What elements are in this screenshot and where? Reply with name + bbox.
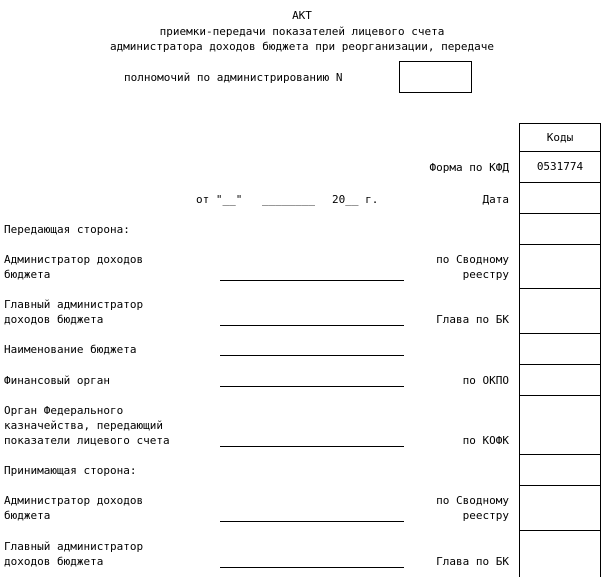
transferring-section-title: Передающая сторона:	[4, 223, 130, 236]
receiving-chief-label: Главный администратор	[4, 540, 144, 553]
receiving-chapter-bk-label: Глава по БК	[436, 555, 509, 568]
number-field[interactable]	[399, 61, 472, 93]
doc-title: АКТ	[292, 9, 312, 22]
receiving-admin-label-2: бюджета	[4, 509, 51, 522]
doc-title-line3: администратора доходов бюджета при реорганизации, передаче	[109, 40, 495, 53]
transferring-summary-label: по Сводному	[436, 253, 509, 266]
form-code-label: Форма по КФД	[429, 161, 509, 174]
date-label: Дата	[482, 193, 509, 206]
chapter-bk-cell[interactable]	[519, 288, 601, 333]
budget-name-cell[interactable]	[519, 333, 601, 364]
transferring-chapter-bk-label: Глава по БК	[436, 313, 509, 326]
transferring-admin-input[interactable]	[220, 280, 404, 281]
receiving-chief-label-2: доходов бюджета	[4, 555, 104, 568]
receiving-summary-label-2: реестру	[462, 509, 509, 522]
blank-cell-2	[519, 454, 601, 485]
receiving-admin-input[interactable]	[220, 521, 404, 522]
codes-header: Коды	[546, 131, 574, 144]
treasury-label-2: казначейства, передающий	[4, 419, 163, 432]
receiving-chief-input[interactable]	[220, 567, 404, 568]
kofk-cell[interactable]	[519, 395, 601, 454]
treasury-label-3: показатели лицевого счета	[4, 434, 170, 447]
treasury-input[interactable]	[220, 446, 404, 447]
blank-cell-1	[519, 213, 601, 244]
budget-name-input[interactable]	[220, 355, 404, 356]
budget-name-label: Наименование бюджета	[4, 343, 137, 356]
kofk-label: по КОФК	[462, 434, 509, 447]
doc-title-line4: полномочий по администрированию N	[124, 71, 343, 84]
treasury-label: Орган Федерального	[4, 404, 124, 417]
summary-registry-cell[interactable]	[519, 244, 601, 288]
receiving-summary-label: по Сводному	[436, 494, 509, 507]
okpo-cell[interactable]	[519, 364, 601, 395]
form-code-cell: 0531774	[519, 151, 601, 182]
transferring-admin-label: Администратор доходов	[4, 253, 144, 266]
receiving-chapter-bk-cell[interactable]	[519, 530, 601, 577]
date-year[interactable]: 20__ г.	[332, 193, 379, 206]
receiving-section-title: Принимающая сторона:	[4, 464, 137, 477]
doc-title-line2: приемки-передачи показателей лицевого счета	[159, 25, 445, 38]
date-cell[interactable]	[519, 182, 601, 213]
transferring-chief-label: Главный администратор	[4, 298, 144, 311]
okpo-label: по ОКПО	[462, 374, 509, 387]
transferring-summary-label-2: реестру	[462, 268, 509, 281]
transferring-chief-input[interactable]	[220, 325, 404, 326]
fin-body-input[interactable]	[220, 386, 404, 387]
fin-body-label: Финансовый орган	[4, 374, 110, 387]
transferring-chief-label-2: доходов бюджета	[4, 313, 104, 326]
date-blank[interactable]: ________	[262, 193, 315, 206]
receiving-admin-label: Администратор доходов	[4, 494, 144, 507]
date-prefix: от "__"	[196, 193, 243, 206]
receiving-summary-cell[interactable]	[519, 485, 601, 530]
transferring-admin-label-2: бюджета	[4, 268, 51, 281]
